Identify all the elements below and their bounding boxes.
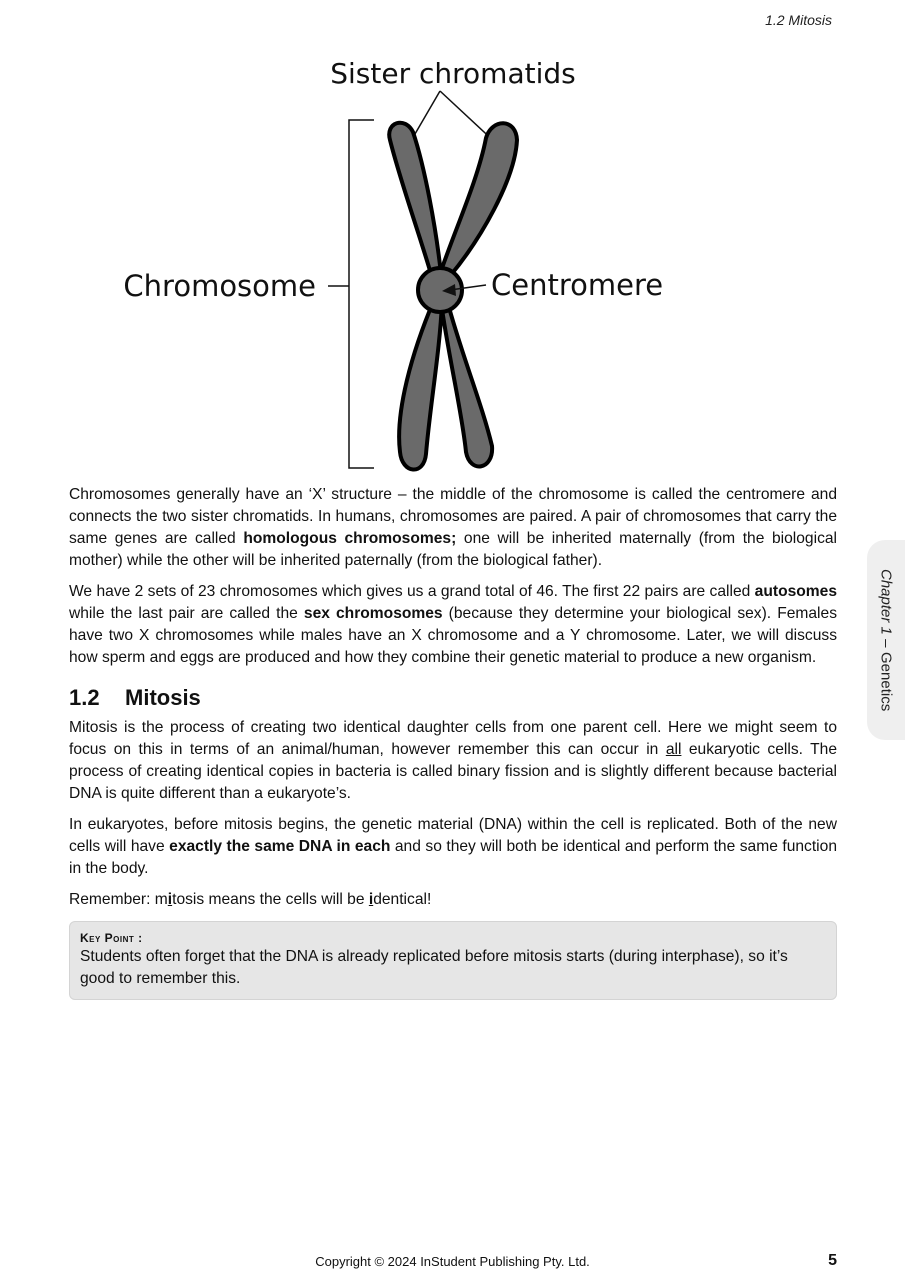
chapter-number: Chapter 1 — [877, 569, 895, 635]
chromatid-upper-left — [389, 123, 441, 274]
text-run: dentical! — [373, 891, 432, 908]
label-centromere: Centromere — [491, 268, 664, 302]
paragraph-chromosome-structure — [69, 484, 837, 572]
term-homologous-chromosomes: homologous chromosomes; — [243, 530, 457, 547]
paragraph-chromosome-sets — [69, 581, 837, 669]
text-run: and so they will both be identical and perform the same function in the body. — [69, 838, 837, 877]
footer-copyright: Copyright © 2024 InStudent Publishing Pty. Ltd. — [315, 1254, 590, 1269]
text-run: Remember: m — [69, 891, 168, 908]
text-run: tosis means the cells will be — [172, 891, 369, 908]
chromatid-upper-right — [440, 123, 517, 276]
term-autosomes: autosomes — [754, 583, 837, 600]
text-run: Mitosis is the process of creating two identical daughter cells from one parent cell. Here we might seem to focus on this in terms of an animal/human, however remember this can occur in — [69, 719, 837, 758]
key-point-box — [69, 921, 837, 1000]
paragraph-mitosis-intro — [69, 717, 837, 805]
text-run: We have 2 sets of 23 chromosomes which gives us a grand total of 46. The first 22 pairs are called — [69, 583, 755, 600]
label-chromosome: Chromosome — [123, 269, 316, 303]
key-point-title: Key Point : — [80, 931, 143, 945]
text-run: (because they determine your biological sex). Females have two X chromosomes while males have an X chromosome and a Y chromosome. Later, we will discuss how sperm and eggs are produced and how they combine their genetic material to produce a new organism. — [69, 605, 837, 666]
paragraph-remember — [69, 889, 837, 911]
paragraph-dna-replication — [69, 814, 837, 880]
section-heading — [69, 683, 837, 713]
chapter-subject: Genetics — [877, 651, 895, 711]
section-title: Mitosis — [125, 685, 201, 710]
chromosome-figure — [0, 40, 905, 480]
mnemonic-letter: i — [167, 891, 173, 908]
term-sex-chromosomes: sex chromosomes — [303, 605, 443, 622]
term-exactly-same-dna: exactly the same DNA in each — [169, 838, 391, 855]
underlined-all: all — [665, 741, 682, 758]
main-content — [69, 484, 837, 1000]
chromatid-lower-right — [441, 300, 492, 466]
tab-separator: – — [877, 634, 895, 652]
chromosome-bracket — [349, 120, 374, 468]
chapter-tab-label — [868, 560, 904, 720]
text-run: eukaryotic cells. The process of creating identical copies in bacteria is called binary fission and is slightly different because bacterial DNA is quite different than a eukaryote’s. — [69, 741, 837, 802]
key-point-text: Students often forget that the DNA is already replicated before mitosis starts (during interphase), so it’s good to remember this. — [80, 948, 788, 987]
chromosome-diagram — [0, 40, 905, 480]
section-number: 1.2 — [69, 685, 100, 710]
chromatid-lower-left — [399, 300, 442, 470]
text-run: one will be inherited maternally (from the biological mother) while the other will be inherited paternally (from the biological father). — [69, 530, 838, 569]
page-number: 5 — [828, 1252, 837, 1269]
text-run: Chromosomes generally have an ‘X’ structure – the middle of the chromosome is called the centromere and connects the two sister chromatids. In humans, chromosomes are paired. A pair of chromosomes that carry the same genes are called — [69, 486, 837, 547]
mnemonic-letter: i — [368, 891, 374, 908]
label-sister-chromatids: Sister chromatids — [330, 57, 576, 90]
text-run: while the last pair are called the — [69, 605, 304, 622]
running-head: 1.2 Mitosis — [765, 12, 832, 28]
text-run: In eukaryotes, before mitosis begins, the genetic material (DNA) within the cell is replicated. Both of the new cells will have — [69, 816, 837, 855]
